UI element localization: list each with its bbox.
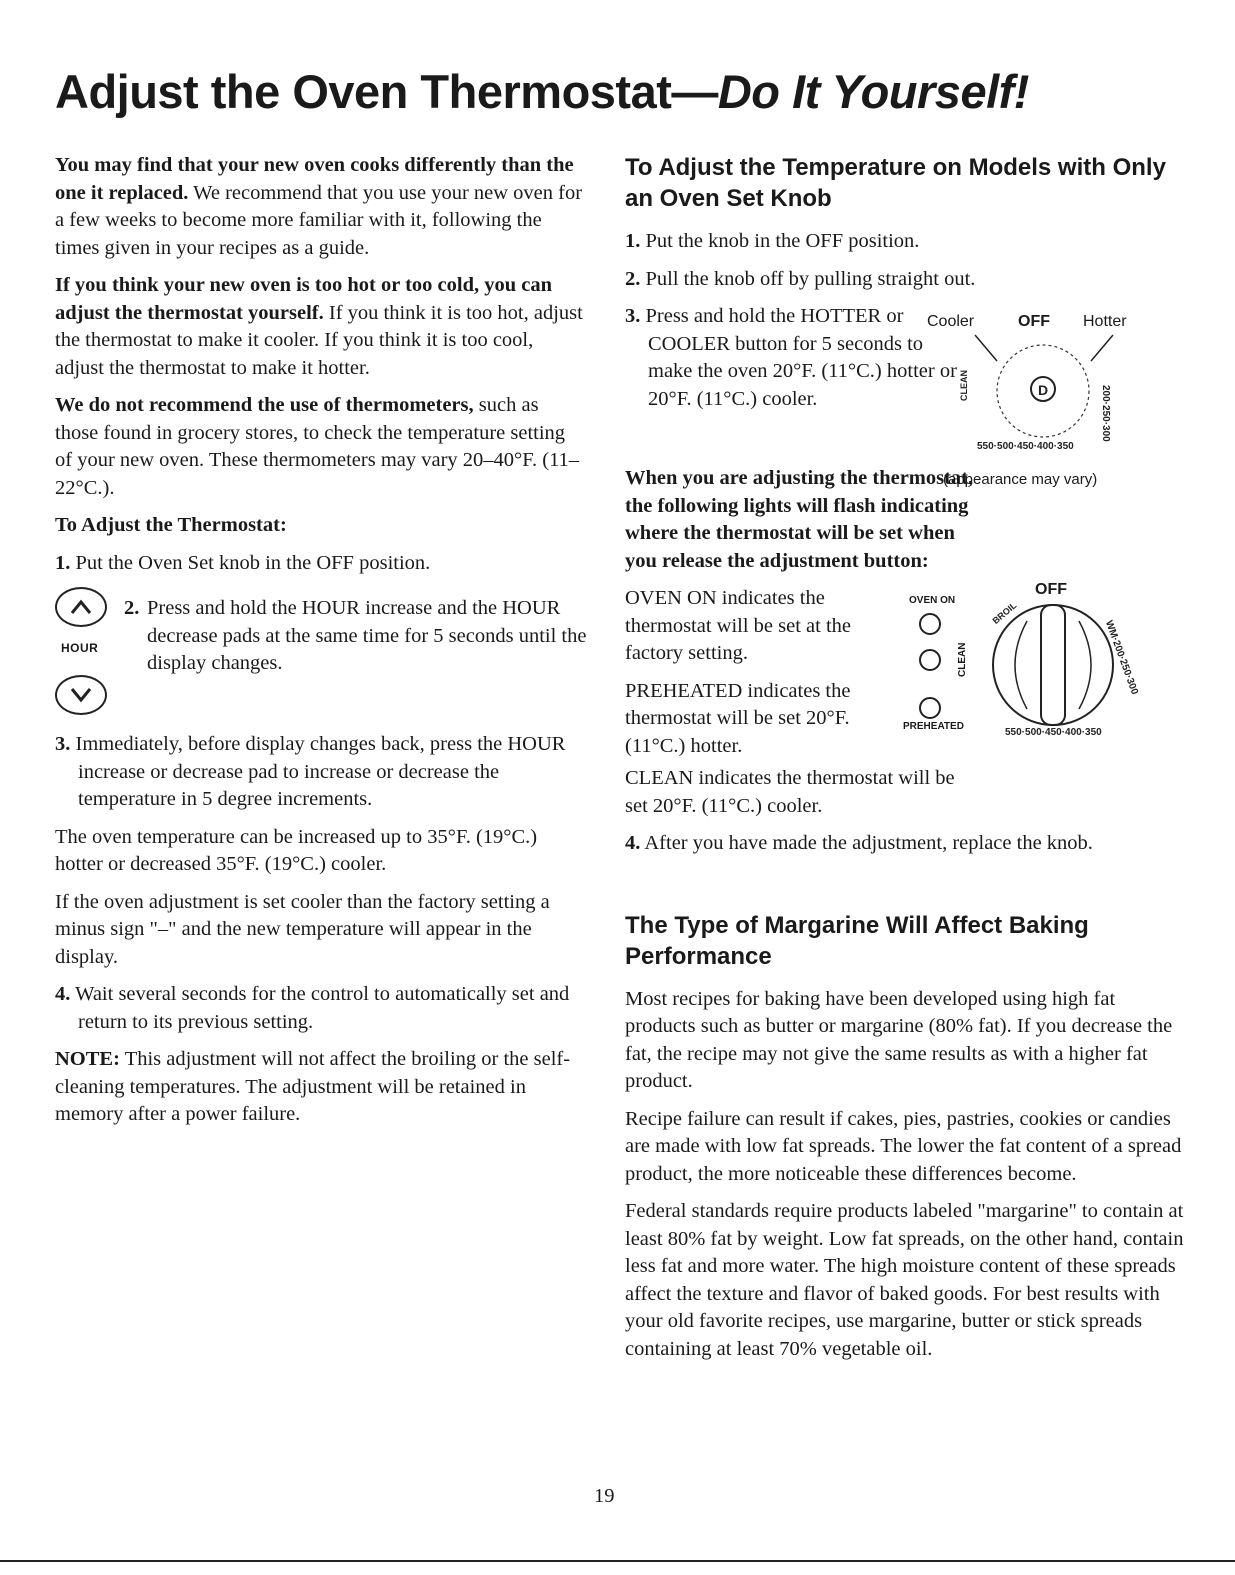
svg-text:200·250·300: 200·250·300	[1100, 385, 1111, 442]
oven-on-light	[919, 613, 941, 635]
margarine-paragraph-1: Most recipes for baking have been developed using high fat products such as butter or margarine (80% fat). If you decrease the fat, the recipe may not give the same results as with a higher fat product.	[625, 987, 1173, 1092]
chevron-up-icon	[69, 597, 93, 617]
step-2: 2. Press and hold the HOUR increase and the HOUR decrease pads at the same time for 5 seconds until the display changes.	[124, 597, 587, 674]
lights-section	[625, 581, 1185, 765]
range-paragraph: The oven temperature can be increased up to 35°F. (19°C.) hotter or decreased 35°F. (19°C.) cooler.	[55, 825, 538, 875]
hour-decrease-pad	[55, 675, 107, 715]
margarine-paragraph-3: Federal standards require products labeled "margarine" to contain at least 80% fat by weight. Low fat spreads, on the other hand, contain less fat and more water. The high moisture content of these spreads affect the texture and flavor of baked goods. For best results with your old favorite recipes, use margarine, butter or stick spreads containing at least 70% vegetable oil.	[625, 1200, 1184, 1360]
heading-oven-set-knob: To Adjust the Temperature on Models with Only an Oven Set Knob	[625, 154, 1166, 212]
clean-dial-label: CLEAN	[957, 642, 968, 677]
off-label: OFF	[1018, 313, 1050, 330]
preheated-description: PREHEATED indicates the thermostat will be set 20°F. (11°C.) hotter.	[625, 679, 851, 757]
knob-step-3: 3. Press and hold the HOTTER or COOLER button for 5 seconds to make the oven 20°F. (11°C.) hotter or 20°F. (11°C.) cooler.	[625, 305, 957, 410]
bottom-rule	[0, 1560, 1235, 1562]
intro-paragraph: You may find that your new oven cooks differently than the one it replaced. We recommend that you use your new oven for a few weeks to become more familiar with it, following the times given in your recipes as a guide.	[55, 154, 583, 259]
oven-knob-lights-diagram	[975, 599, 1140, 739]
page-number: 19	[594, 1485, 615, 1507]
svg-text:550·500·450·400·350: 550·500·450·400·350	[1005, 727, 1102, 738]
flash-lights-paragraph: When you are adjusting the thermostat, the following lights will flash indicating where the thermostat will be set when you release the adjustment button:	[625, 467, 974, 572]
step-1: 1. Put the Oven Set knob in the OFF position.	[55, 551, 431, 574]
preheated-light-label: PREHEATED	[903, 721, 964, 732]
clean-light	[919, 649, 941, 671]
thermometer-paragraph: We do not recommend the use of thermometers, such as those found in grocery stores, to check the temperature setting of your new oven. These thermometers may vary 20–40°F. (11–22°C.).	[55, 394, 580, 499]
step-4: 4. Wait several seconds for the control to automatically set and return to its previous setting.	[55, 983, 570, 1033]
heading-margarine: The Type of Margarine Will Affect Baking Performance	[625, 911, 1089, 970]
hour-increase-pad	[55, 587, 107, 627]
svg-text:WM·200·250·300: WM·200·250·300	[1102, 619, 1140, 697]
left-column	[55, 152, 585, 1139]
hour-pad-illustration	[55, 587, 585, 727]
knob-step-1: 1. Put the knob in the OFF position.	[625, 230, 920, 252]
appearance-caption: (appearance may vary)	[943, 471, 1098, 488]
svg-text:BROIL: BROIL	[990, 600, 1019, 626]
chevron-down-icon	[69, 685, 93, 705]
subheading-adjust-thermostat: To Adjust the Thermostat:	[55, 514, 287, 536]
note-paragraph: NOTE: This adjustment will not affect the broiling or the self-cleaning temperatures. The adjustment will be retained in memory after a power failure.	[55, 1048, 571, 1125]
right-column	[625, 152, 1185, 1373]
svg-text:CLEAN: CLEAN	[959, 370, 969, 401]
knob-step-2: 2. Pull the knob off by pulling straight out.	[625, 267, 976, 290]
minus-sign-paragraph: If the oven adjustment is set cooler than the factory setting a minus sign "–" and the new temperature will appear in the display.	[55, 890, 550, 968]
oven-on-description: OVEN ON indicates the thermostat will be set at the factory setting.	[625, 587, 852, 664]
hour-label: HOUR	[61, 641, 99, 655]
adjust-yourself-paragraph: If you think your new oven is too hot or too cold, you can adjust the thermostat yourself. If you think it is too hot, adjust the thermostat to make it cooler. If you think it is too cool, adjust the thermostat to make it hotter.	[55, 274, 583, 379]
oven-set-knob-diagram	[955, 339, 1131, 457]
cooler-label: Cooler	[927, 313, 975, 330]
knob-step-4: 4. After you have made the adjustment, replace the knob.	[625, 832, 1093, 854]
hotter-label: Hotter	[1083, 313, 1127, 330]
svg-text:550·500·450·400·350: 550·500·450·400·350	[977, 441, 1074, 452]
step-3: 3. Immediately, before display changes back, press the HOUR increase or decrease pad to increase or decrease the temperature in 5 degree increments.	[55, 733, 566, 810]
oven-on-light-label: OVEN ON	[909, 595, 956, 606]
svg-text:D: D	[1038, 382, 1049, 398]
preheated-light	[919, 697, 941, 719]
page-title: Adjust the Oven Thermostat—Do It Yourself!	[55, 65, 1029, 118]
step-3-with-dial	[625, 303, 1185, 488]
clean-description: CLEAN indicates the thermostat will be set 20°F. (11°C.) cooler.	[625, 767, 955, 817]
off-dial-label: OFF	[1035, 581, 1067, 598]
margarine-paragraph-2: Recipe failure can result if cakes, pies, pastries, cookies or candies are made with low fat spreads. The lower the fat content of a spread product, the more noticeable these differences become.	[625, 1107, 1182, 1185]
